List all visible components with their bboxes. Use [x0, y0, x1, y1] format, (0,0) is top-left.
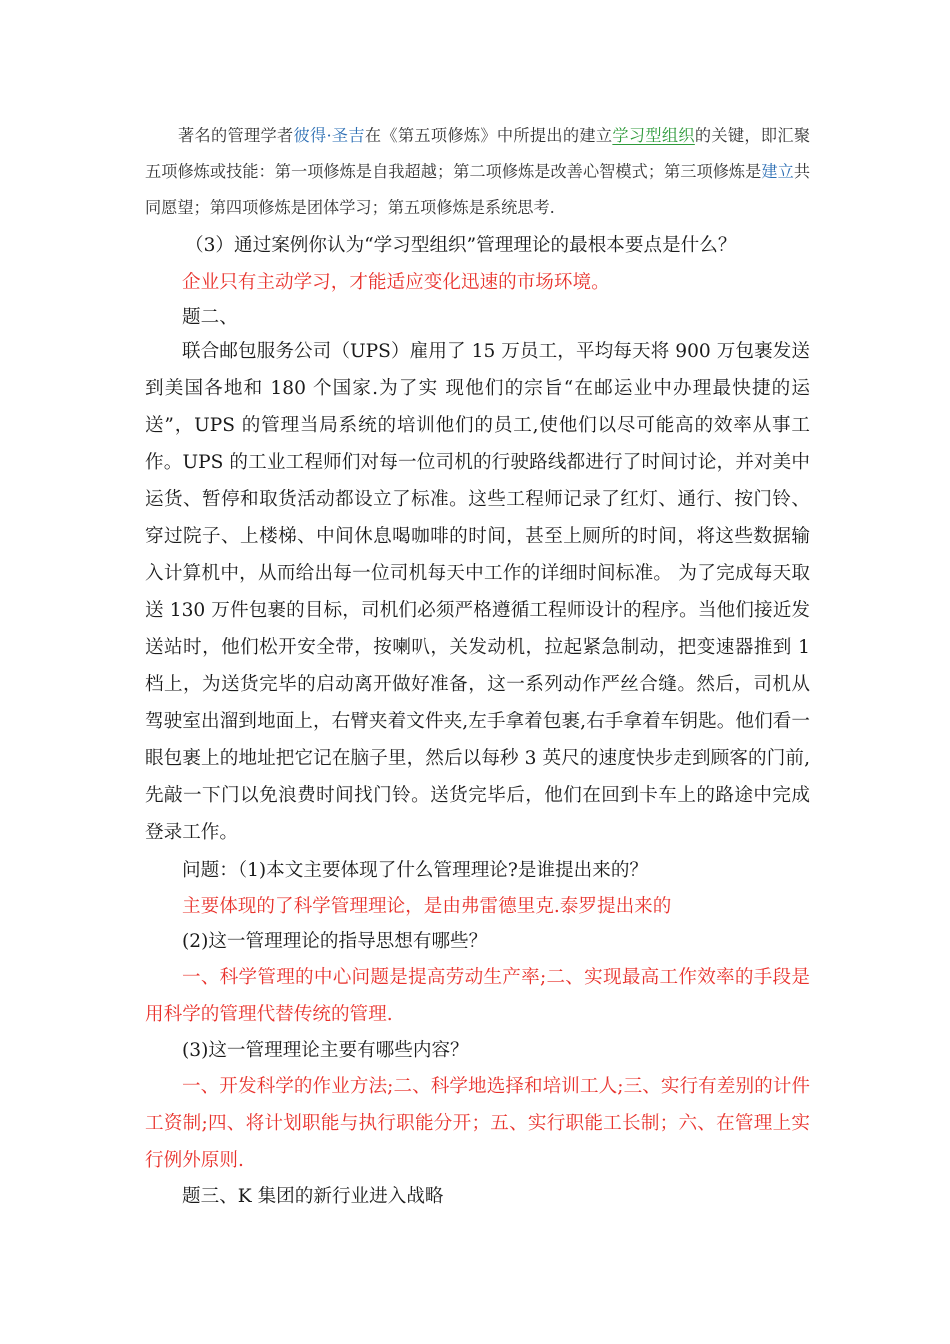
- topic2-a1: 主要体现的了科学管理理论，是由弗雷德里克.泰罗提出来的: [182, 896, 672, 917]
- ups-passage: 联合邮包服务公司（UPS）雇用了 15 万员工，平均每天将 900 万包裹发送到美国各地和 180 个国家.为了实 现他们的宗旨“在邮运业中办理最快捷的运送”，UPS 的管理当局系统的培训他们的员工,使他们以尽可能高的效率从事工作。UPS 的工业工程师们对每一位司机的行驶路线都进行了时间讨论，并对美中运货、暂停和取货活动都设立了标准。这些工程师记录了红灯、通行、按门铃、穿过院子、上楼梯、中间休息喝咖啡的时间，甚至上厕所的时间，将这些数据输入计算机中，从而给出每一位司机每天中工作的详细时间标准。 为了完成每天取送 130 万件包裹的目标，司机们必须严格遵循工程师设计的程序。当他们接近发送站时，他们松开安全带，按喇叭，关发动机，拉起紧急制动，把变速器推到 1 档上，为送货完毕的启动离开做好准备，这一系列动作严丝合缝。然后，司机从驾驶室出溜到地面上，右臂夹着文件夹,左手拿着包裹,右手拿着车钥匙。他们看一眼包裹上的地址把它记在脑子里，然后以每秒 3 英尺的速度快步走到顾客的门前,先敲一下门以免浪费时间找门铃。送货完毕后，他们在回到卡车上的路途中完成登录工作。: [145, 341, 810, 843]
- intro-text-1: 著名的管理学者: [178, 126, 294, 145]
- intro-text-4: 共同愿望；第四项修炼是团体学习；第五项修炼是系统思考.: [145, 162, 811, 217]
- person-link[interactable]: 彼得·圣吉: [293, 126, 365, 145]
- intro-text-3: 的关键，即汇聚五项修炼或技能：第一项修炼是自我超越；第二项修炼是改善心智模式；第三项修炼是: [145, 126, 811, 181]
- topic2-q2: (2)这一管理理论的指导思想有哪些？: [182, 931, 488, 952]
- q3-question: （3）通过案例你认为“学习型组织”管理理论的最根本要点是什么？: [185, 235, 737, 256]
- intro-text-2: 在《第五项修炼》中所提出的建立: [364, 126, 613, 145]
- topic2-q3: (3)这一管理理论主要有哪些内容？: [182, 1040, 469, 1061]
- q3-answer: 企业只有主动学习，才能适应变化迅速的市场环境。: [182, 272, 610, 293]
- topic2-heading: 题二、: [182, 307, 238, 328]
- topic2-a2: 一、科学管理的中心问题是提高劳动生产率;二、实现最高工作效率的手段是用科学的管理代替传统的管理.: [145, 967, 810, 1025]
- build-link[interactable]: 建立: [761, 162, 794, 181]
- intro-paragraph: [145, 118, 810, 226]
- topic2-a3: 一、开发科学的作业方法;二、科学地选择和培训工人;三、实行有差别的计件工资制;四、将计划职能与执行职能分开；五、实行职能工长制；六、在管理上实行例外原则.: [145, 1076, 810, 1171]
- topic3-heading: 题三、K 集团的新行业进入战略: [182, 1186, 444, 1207]
- topic2-q1: 问题：（1)本文主要体现了什么管理理论?是谁提出来的？: [182, 860, 649, 881]
- learning-org-link[interactable]: 学习型组织: [612, 126, 695, 145]
